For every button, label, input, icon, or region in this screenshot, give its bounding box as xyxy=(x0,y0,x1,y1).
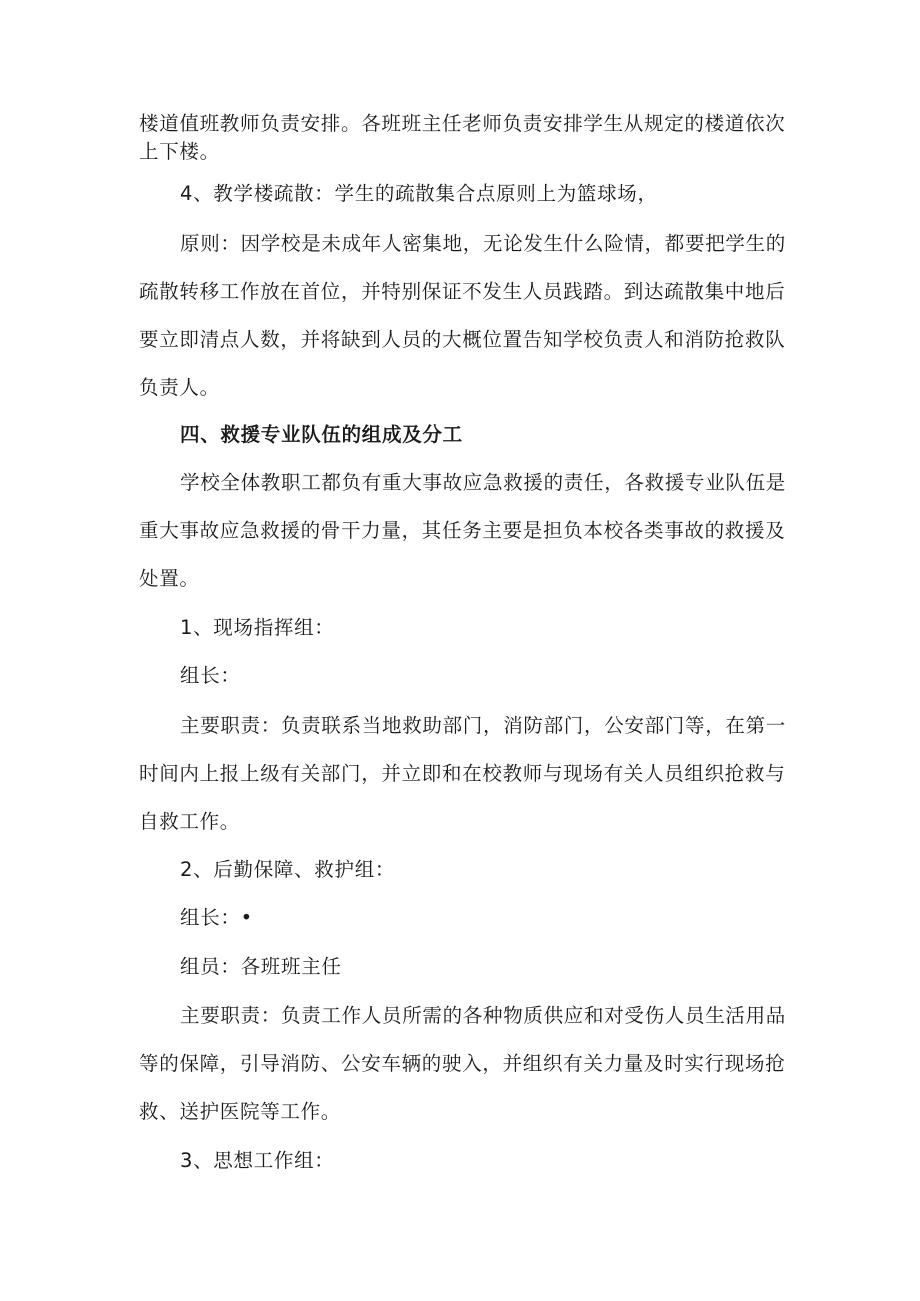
text-line: 时间内上报上级有关部门，并立即和在校教师与现场有关人员组织抢救与 xyxy=(139,762,786,785)
text-line: 救、送护医院等工作。 xyxy=(139,1100,342,1123)
text-line: 处置。 xyxy=(139,567,200,590)
group-2-title: 2、后勤保障、救护组： xyxy=(180,858,396,881)
text-line: 上下楼。 xyxy=(139,140,220,163)
group-3-title: 3、思想工作组： xyxy=(180,1149,335,1172)
text-line: 要立即清点人数，并将缺到人员的大概位置告知学校负责人和消防抢救队 xyxy=(139,328,786,351)
text-line: 主要职责：负责工作人员所需的各种物质供应和对受伤人员生活用品 xyxy=(180,1004,787,1027)
group-1-leader: 组长： xyxy=(180,664,241,687)
text-line: 负责人。 xyxy=(139,376,220,399)
paragraph-rescue-responsibility xyxy=(139,459,789,603)
group-1-title: 1、现场指挥组： xyxy=(180,616,335,639)
paragraph-stairway-duty xyxy=(139,110,789,166)
text-line: 等的保障，引导消防、公安车辆的驶入，并组织有关力量及时实行现场抢 xyxy=(139,1052,786,1075)
group-2-leader: 组长：• xyxy=(180,906,253,929)
text-line: 楼道值班教师负责安排。各班班主任老师负责安排学生从规定的楼道依次 xyxy=(139,112,786,135)
text-line: 疏散转移工作放在首位，并特别保证不发生人员践踏。到达疏散集中地后 xyxy=(139,280,786,303)
text-line: 学校全体教职工都负有重大事故应急救援的责任，各救援专业队伍是 xyxy=(180,471,787,494)
section-heading-rescue-teams: 四、救援专业队伍的组成及分工 xyxy=(180,423,463,446)
group-2-members: 组员：各班班主任 xyxy=(180,955,342,978)
text-line: 原则：因学校是未成年人密集地，无论发生什么险情，都要把学生的 xyxy=(180,232,787,255)
group-2-duties xyxy=(139,992,789,1136)
text-line: 自救工作。 xyxy=(139,810,241,833)
text-line: 主要职责：负责联系当地救助部门，消防部门，公安部门等，在第一 xyxy=(180,714,787,737)
paragraph-teaching-building-evacuation: 4、教学楼疏散：学生的疏散集合点原则上为篮球场， xyxy=(180,182,658,205)
paragraph-evacuation-principle xyxy=(139,220,789,412)
text-line: 重大事故应急救援的骨干力量，其任务主要是担负本校各类事故的救援及 xyxy=(139,519,786,542)
group-1-duties xyxy=(139,702,789,846)
